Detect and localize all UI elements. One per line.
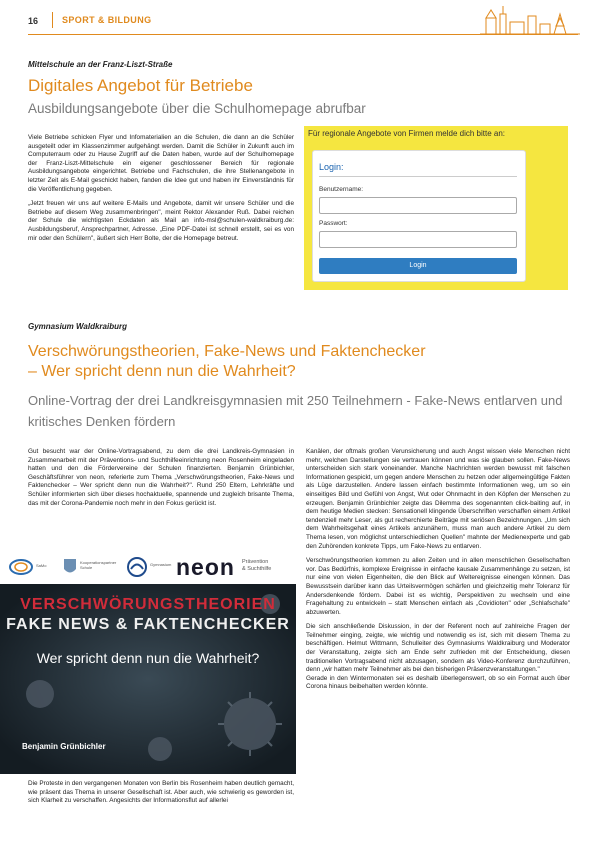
neon-tagline-line2: & Suchthilfe [242,566,272,572]
article1-body [28,134,294,249]
article1-paragraph: Viele Betriebe schicken Flyer und Infomaterialien an die Schulen, die dann an die Schüler ausgeteilt oder im Klassenzimmer aufgehängt werden. Damit die Schüler in Zukunft auch im Computerraum oder zu Hause Zugriff auf die Daten haben, wurde auf der Schulhomepage der Franz-Liszt-Mittelschule ein eigener geschlossener Bereich für regionale Ausbildungsangebote eingerichtet. Betriebe und Fachschulen, die ihre Stellenangebote in letzter Zeit als E-Mail geschickt haben, fanden die Idee gut und haben ihr Einverständnis für die Veröffentlichung gegeben. [28,134,294,193]
article2-paragraph: Kanälen, der oftmals großen Verunsicherung und auch Angst wissen viele Menschen nicht mehr, welchen Darstellungen sie vertrauen können und was sie glauben sollen. Fake-News unterscheiden sich stark voneinander. Manche Nachrichten werden bewusst mit falschen Informationen gespickt, um gegen andere Menschen zu hetzen oder allgemeingültige Fakten als Lüge darzustellen. Andere lassen einfach bestimmte Informationen weg, um so ein einseitiges Bild und Gefühl von Angst, Wut oder Ohnmacht in den Köpfen der Menschen zu erzeugen. Benjamin Grünbichler zeigte das Dilemma des sogenannten click-baiting auf, in dem heutige Medien stecken: Sensationell klingende Überschriften verschaffen einem Artikel tendenziell mehr Leser, als gut recherchierte Beiträge mit seriösen Bezeichnungen. „Um sich dem Wahrheitsgehalt eines Artikels anzunähern, muss man auch andere Artikel zu dem Thema lesen, von möglichst unterschiedlichen Quellen" mahnte der Medienexperte und gab den Zuhörenden konkrete Tipps, um Fake-News zu entlarven. [306,448,570,550]
article2-subheadline: Online-Vortrag der drei Landkreisgymnasien mit 250 Teilnehmern - Fake-News entlarven und kritisches Denken fördern [28,393,563,429]
neon-tagline [242,559,271,573]
article2-paragraph: Die Proteste in den vergangenen Monaten von Berlin bis Rosenheim haben deutlich gemacht, wie präsent das Thema in unserer Gesellschaft ist. Aber auch, wie schwierig es geworden ist, sich Klarheit zu verschaffen. Angesichts der Informationsflut auf allerlei [28,780,294,805]
article1-headline: Digitales Angebot für Betriebe [28,76,253,95]
article2-left-body-continued [28,780,294,812]
password-field[interactable] [319,231,517,248]
partner-logos [4,554,294,580]
article2-paragraph: Verschwörungstheorien kommen zu allen Zeiten und in allen menschlichen Gesellschaften vor. Das Bedürfnis, komplexe Ereignisse in einfache kausale Zusammenhänge zu setzen, ist nur eine von vielen Eigenheiten, die den Blick auf Weltereignisse einengen können. Das Bewusstsein darüber kann das Urteilsvermögen schärfen und gleichzeitig mehr Toleranz für Andersdenkende fördern. Dabei ist es wichtig, Perspektiven zu wechseln und eine Fragehaltung zu entwickeln – statt Menschen einfach als „Covidioten" oder „Schlafschafe" abzuwerten. [306,557,570,616]
article2-headline-line1: Verschwörungstheorien, Fake-News und Faktenchecker [28,343,426,360]
page-number: 16 [28,16,39,26]
login-caption: Für regionale Angebote von Firmen melde dich bitte an: [308,129,506,138]
header-divider [52,12,53,28]
promo-title-line2: FAKE NEWS & FAKTENCHECKER [6,616,290,633]
town-skyline-icon [480,4,580,36]
login-title: Login: [319,162,344,172]
password-label: Passwort: [319,220,348,227]
article2-left-body [28,448,294,514]
event-promo-image [0,584,296,774]
article2-paragraph: Gut besucht war der Online-Vortragsabend, zu dem die drei Landkreis-Gymnasien in Zusammenarbeit mit der Präventions- und Suchthilfeeinrichtung neon Rosenheim eingeladen hatten und den die Fördervereine der Schulen finanzierten. Benjamin Grünbichler, Geschäftsführer von neon, referierte zum Thema „Verschwörungstheorien, Fake-News und Faktenchecker – Wer spricht denn nun die Wahrheit?". Rund 250 Eltern, Lehrkräfte und Schüler informierten sich über dieses hochaktuelle, spannende und zugleich brisante Thema, das mit der Corona-Pandemie noch mehr in den Fokus gerückt ist. [28,448,294,507]
login-widget [304,126,568,290]
logo-partner-text: Kooperationspartner Schule [80,560,117,570]
logo-gymnasium-text: Gymnasium [150,562,172,567]
article1-kicker: Mittelschule an der Franz-Liszt-Straße [28,60,173,69]
promo-speaker: Benjamin Grünbichler [22,742,106,751]
page-header [0,0,598,40]
login-card [312,150,526,282]
neon-tagline-line1: Prävention [242,559,269,565]
header-rule [28,34,578,35]
login-button[interactable]: Login [319,258,517,274]
article2-paragraph: Die sich anschließende Diskussion, in der der Referent noch auf zahlreiche Fragen der Teilnehmer einging, zeigte, wie wichtig und notwendig es ist, sich mit diesem Thema zu beschäftigen. Helmut Wittmann, Schulleiter des Gymnasiums Waldkraiburg und Moderator der Veranstaltung, zeigte sich am Ende sehr zufrieden mit der Entscheidung, diesen traditionellen Vortragsabend nicht abzusagen, sondern als Video-Konferenz durchzuführen, denn „wir hatten mehr Teilnehmer als bei den bisherigen Präsenzveranstaltungen." [306,623,570,674]
login-divider [319,176,517,177]
article1-paragraph: „Jetzt freuen wir uns auf weitere E-Mails und Angebote, damit wir unsere Schüler und die Betriebe auf diesem Weg zusammenbringen", meint Rektor Alexander Ruß. Dabei reichen der Schule die wichtigsten Eckdaten als Mail an info-msl@schulen-waldkraiburg.de: Ausbildungsberuf, Ansprechpartner, Adresse. „Eine PDF-Datei ist schnell erstellt, sei es von mir oder den Schülern", äußert sich Herr Bolte, der die Homepage betreut. [28,200,294,242]
logo-samo-text: SaMo [36,563,47,568]
username-label: Benutzername: [319,186,364,193]
article1-subheadline: Ausbildungsangebote über die Schulhomepage abrufbar [28,101,366,116]
promo-title-line1: VERSCHWÖRUNGSTHEORIEN [20,596,276,613]
promo-subtitle: Wer spricht denn nun die Wahrheit? [36,650,260,666]
article2-kicker: Gymnasium Waldkraiburg [28,322,127,331]
section-tag: SPORT & BILDUNG [62,15,152,25]
article2-right-body [306,448,570,698]
gymnasium-emblem-icon [126,556,148,578]
neon-logo: neon [176,554,235,580]
samo-logo-icon [8,557,34,577]
article2-headline-line2: – Wer spricht denn nun die Wahrheit? [28,363,296,380]
article2-paragraph: Gerade in den Wintermonaten sei es deshalb überlegenswert, ob so ein Format auch über Corona hinaus beibehalten werden könnte. [306,674,570,691]
school-shield-icon [62,557,78,577]
username-field[interactable] [319,197,517,214]
